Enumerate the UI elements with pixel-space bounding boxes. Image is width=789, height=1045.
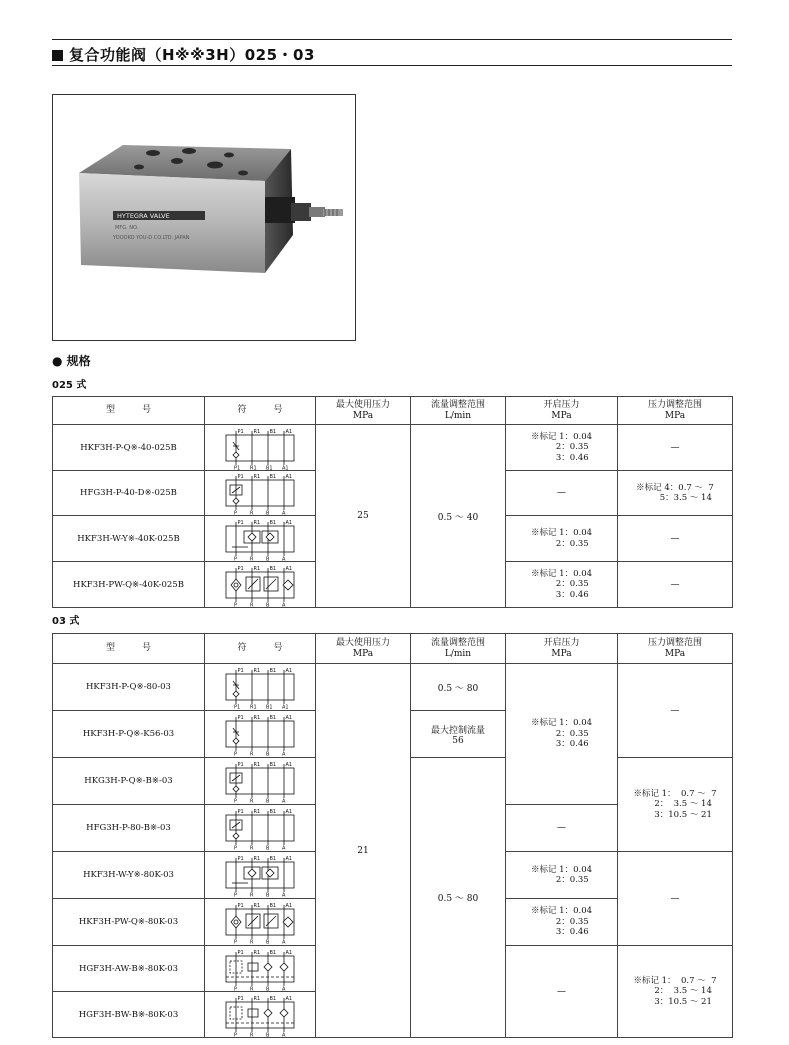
photo-brand-text: HYTEGRA VALVE: [117, 212, 170, 220]
svg-text:P1: P1: [237, 856, 244, 862]
svg-text:B: B: [266, 510, 270, 515]
svg-text:B: B: [266, 556, 270, 561]
svg-text:P: P: [234, 1032, 238, 1037]
flow-range-cell: 0.5 ～ 40: [411, 425, 506, 608]
adj-range-cell: —: [618, 852, 733, 946]
hydraulic-symbol-icon: [220, 517, 300, 561]
svg-text:P: P: [234, 798, 238, 803]
crack-pressure-cell: ※标记 1：0.04 2：0.35 3：0.46: [506, 899, 618, 946]
svg-text:P1: P1: [237, 715, 244, 721]
model-cell: HKF3H-W-Y※-40K-025B: [53, 516, 205, 562]
hydraulic-symbol-icon: [220, 665, 300, 709]
svg-text:A1: A1: [285, 428, 293, 435]
svg-text:A1: A1: [282, 465, 289, 470]
header-flow-range: 流量调整范围 L/min: [411, 634, 506, 664]
svg-text:R1: R1: [253, 715, 261, 721]
svg-text:P1: P1: [237, 474, 244, 480]
svg-text:B1: B1: [269, 809, 277, 815]
header-max-pressure: 最大使用压力 MPa: [316, 634, 411, 664]
svg-text:P: P: [234, 845, 238, 850]
max-pressure-cell: 25: [316, 425, 411, 608]
svg-text:A: A: [282, 1032, 286, 1037]
hydraulic-symbol-icon: [220, 759, 300, 803]
model-cell: HKF3H-P-Q※-40-025B: [53, 425, 205, 471]
svg-text:P1: P1: [237, 428, 244, 435]
photo-mfg-text: MFG. NO.: [115, 225, 139, 231]
table-row: [53, 664, 733, 711]
model-cell: HKF3H-PW-Q※-80K-03: [53, 899, 205, 946]
page-title-text: 复合功能阀（H※※3H）025・03: [69, 46, 315, 64]
table-row: [53, 425, 733, 471]
model-cell: HFG3H-P-40-D※-025B: [53, 471, 205, 516]
svg-text:B1: B1: [269, 715, 277, 721]
model-cell: HKF3H-W-Y※-80K-03: [53, 852, 205, 899]
svg-text:B: B: [266, 1032, 270, 1037]
max-pressure-cell: 21: [316, 664, 411, 1038]
header-symbol: 符 号: [205, 397, 316, 425]
symbol-cell: [205, 946, 316, 992]
model-cell: HKF3H-P-Q※-80-03: [53, 664, 205, 711]
product-photo: [52, 94, 356, 341]
symbol-cell: [205, 516, 316, 562]
model-cell: HGF3H-BW-B※-80K-03: [53, 992, 205, 1038]
svg-text:B: B: [266, 602, 270, 607]
svg-text:P1: P1: [237, 668, 244, 674]
crack-pressure-cell: —: [506, 805, 618, 852]
svg-text:P: P: [234, 939, 238, 944]
flow-range-cell: 0.5 ～ 80: [411, 664, 506, 711]
square-bullet-icon: [52, 50, 63, 61]
model-cell: HGF3H-AW-B※-80K-03: [53, 946, 205, 992]
table-header-row: [53, 634, 733, 664]
svg-text:B: B: [266, 986, 270, 991]
svg-text:R1: R1: [250, 704, 257, 709]
title-rule-top: [52, 39, 732, 40]
svg-text:P: P: [234, 986, 238, 991]
svg-text:R1: R1: [253, 428, 261, 435]
svg-text:A: A: [282, 751, 286, 756]
svg-text:A1: A1: [285, 809, 293, 815]
svg-text:R1: R1: [253, 995, 261, 1002]
crack-pressure-cell: ※标记 1：0.04 2：0.35: [506, 516, 618, 562]
svg-text:B: B: [266, 845, 270, 850]
svg-text:R: R: [250, 556, 254, 561]
svg-text:A: A: [282, 602, 286, 607]
photo-maker-text: YOOOKO YOU-D CO.LTD. JAPAN: [113, 235, 190, 241]
crack-pressure-cell: ※标记 1：0.04 2：0.35 3：0.46: [506, 664, 618, 805]
svg-text:R: R: [250, 986, 254, 991]
header-crack-pressure: 开启压力 MPa: [506, 397, 618, 425]
svg-text:P1: P1: [237, 809, 244, 815]
svg-text:A1: A1: [285, 903, 293, 909]
svg-text:R1: R1: [253, 856, 261, 862]
svg-text:R: R: [250, 845, 254, 850]
svg-text:A: A: [282, 939, 286, 944]
svg-text:P1: P1: [237, 519, 244, 526]
svg-text:A1: A1: [285, 949, 293, 956]
hydraulic-symbol-icon: [220, 471, 300, 515]
svg-text:A1: A1: [285, 519, 293, 526]
svg-text:R1: R1: [253, 668, 261, 674]
hydraulic-symbol-icon: [220, 806, 300, 850]
svg-text:R1: R1: [253, 949, 261, 956]
svg-text:A: A: [282, 845, 286, 850]
symbol-cell: [205, 758, 316, 805]
crack-pressure-cell: —: [506, 471, 618, 516]
svg-text:P: P: [234, 892, 238, 897]
symbol-cell: [205, 562, 316, 608]
svg-text:R1: R1: [253, 809, 261, 815]
svg-text:B: B: [266, 939, 270, 944]
title-rule-bottom: [52, 65, 732, 66]
adj-range-cell: —: [618, 562, 733, 608]
symbol-cell: [205, 852, 316, 899]
svg-text:P1: P1: [237, 762, 244, 768]
svg-text:A: A: [282, 986, 286, 991]
svg-text:R1: R1: [253, 762, 261, 768]
svg-text:B1: B1: [269, 428, 277, 435]
svg-text:A: A: [282, 556, 286, 561]
flow-range-cell: 0.5 ～ 80: [411, 758, 506, 1038]
header-model: 型 号: [53, 634, 205, 664]
table-025-label: 025 式: [52, 380, 87, 391]
svg-text:B: B: [266, 892, 270, 897]
svg-text:B1: B1: [269, 519, 277, 526]
svg-text:A1: A1: [285, 995, 293, 1002]
svg-text:A1: A1: [282, 704, 289, 709]
svg-text:P: P: [234, 510, 238, 515]
svg-text:B1: B1: [269, 856, 277, 862]
model-cell: HFG3H-P-80-B※-03: [53, 805, 205, 852]
table-header-row: [53, 397, 733, 425]
svg-text:A: A: [282, 510, 286, 515]
symbol-cell: [205, 711, 316, 758]
svg-text:R: R: [250, 602, 254, 607]
crack-pressure-cell: ※标记 1：0.04 2：0.35 3：0.46: [506, 562, 618, 608]
hydraulic-symbol-icon: [220, 993, 300, 1037]
svg-text:R1: R1: [253, 474, 261, 480]
model-cell: HKF3H-PW-Q※-40K-025B: [53, 562, 205, 608]
adj-range-cell: ※标记 1： 0.7 ～ 7 2： 3.5 ～ 14 3：10.5 ～ 21: [618, 946, 733, 1038]
spec-table-025: [52, 396, 733, 608]
svg-text:B1: B1: [269, 668, 277, 674]
adj-range-cell: —: [618, 664, 733, 758]
header-symbol: 符 号: [205, 634, 316, 664]
svg-text:R1: R1: [253, 519, 261, 526]
svg-text:A1: A1: [285, 715, 293, 721]
symbol-cell: [205, 899, 316, 946]
header-max-pressure: 最大使用压力 MPa: [316, 397, 411, 425]
svg-text:R: R: [250, 892, 254, 897]
svg-text:P1: P1: [237, 565, 244, 572]
spec-heading: ● 规格: [52, 354, 91, 368]
svg-text:R: R: [250, 510, 254, 515]
svg-text:B: B: [266, 798, 270, 803]
svg-text:P1: P1: [237, 995, 244, 1002]
hydraulic-symbol-icon: [220, 900, 300, 944]
svg-text:P: P: [234, 556, 238, 561]
svg-text:P1: P1: [237, 903, 244, 909]
svg-text:A1: A1: [285, 474, 293, 480]
crack-pressure-cell: —: [506, 946, 618, 1038]
hydraulic-symbol-icon: [220, 712, 300, 756]
svg-text:A1: A1: [285, 762, 293, 768]
symbol-cell: [205, 471, 316, 516]
table-03-label: 03 式: [52, 616, 80, 627]
svg-text:B1: B1: [266, 465, 273, 470]
svg-text:P: P: [234, 751, 238, 756]
hydraulic-symbol-icon: [220, 563, 300, 607]
header-adj-range: 压力调整范围 MPa: [618, 634, 733, 664]
model-cell: HKF3H-P-Q※-K56-03: [53, 711, 205, 758]
svg-text:R1: R1: [253, 903, 261, 909]
symbol-cell: [205, 664, 316, 711]
adj-range-cell: —: [618, 516, 733, 562]
svg-text:R1: R1: [250, 465, 257, 470]
valve-photo-image: [53, 95, 355, 340]
adj-range-cell: ※标记 4：0.7 ～ 7 5：3.5 ～ 14: [618, 471, 733, 516]
page-title: [52, 44, 315, 65]
crack-pressure-cell: ※标记 1：0.04 2：0.35 3：0.46: [506, 425, 618, 471]
svg-text:B1: B1: [269, 474, 277, 480]
spec-table-03: [52, 633, 733, 1038]
svg-text:A: A: [282, 798, 286, 803]
svg-text:P1: P1: [234, 704, 241, 709]
svg-text:B: B: [266, 751, 270, 756]
symbol-cell: [205, 805, 316, 852]
adj-range-cell: —: [618, 425, 733, 471]
svg-text:R: R: [250, 939, 254, 944]
svg-text:P1: P1: [237, 949, 244, 956]
svg-text:R: R: [250, 751, 254, 756]
svg-text:A1: A1: [285, 668, 293, 674]
hydraulic-symbol-icon: [220, 426, 300, 470]
svg-text:P: P: [234, 602, 238, 607]
svg-text:R: R: [250, 1032, 254, 1037]
svg-text:A1: A1: [285, 565, 293, 572]
header-adj-range: 压力调整范围 MPa: [618, 397, 733, 425]
header-model: 型 号: [53, 397, 205, 425]
symbol-cell: [205, 425, 316, 471]
model-cell: HKG3H-P-Q※-B※-03: [53, 758, 205, 805]
svg-text:A: A: [282, 892, 286, 897]
svg-text:B1: B1: [269, 995, 277, 1002]
symbol-cell: [205, 992, 316, 1038]
svg-text:P1: P1: [234, 465, 241, 470]
crack-pressure-cell: ※标记 1：0.04 2：0.35: [506, 852, 618, 899]
svg-text:B1: B1: [269, 903, 277, 909]
svg-text:A1: A1: [285, 856, 293, 862]
header-crack-pressure: 开启压力 MPa: [506, 634, 618, 664]
adj-range-cell: ※标记 1： 0.7 ～ 7 2： 3.5 ～ 14 3：10.5 ～ 21: [618, 758, 733, 852]
hydraulic-symbol-icon: [220, 947, 300, 991]
svg-text:R: R: [250, 798, 254, 803]
hydraulic-symbol-icon: [220, 853, 300, 897]
svg-text:B1: B1: [269, 762, 277, 768]
flow-range-cell: 最大控制流量 56: [411, 711, 506, 758]
svg-text:B1: B1: [266, 704, 273, 709]
svg-text:B1: B1: [269, 565, 277, 572]
svg-text:R1: R1: [253, 565, 261, 572]
svg-text:B1: B1: [269, 949, 277, 956]
header-flow-range: 流量调整范围 L/min: [411, 397, 506, 425]
